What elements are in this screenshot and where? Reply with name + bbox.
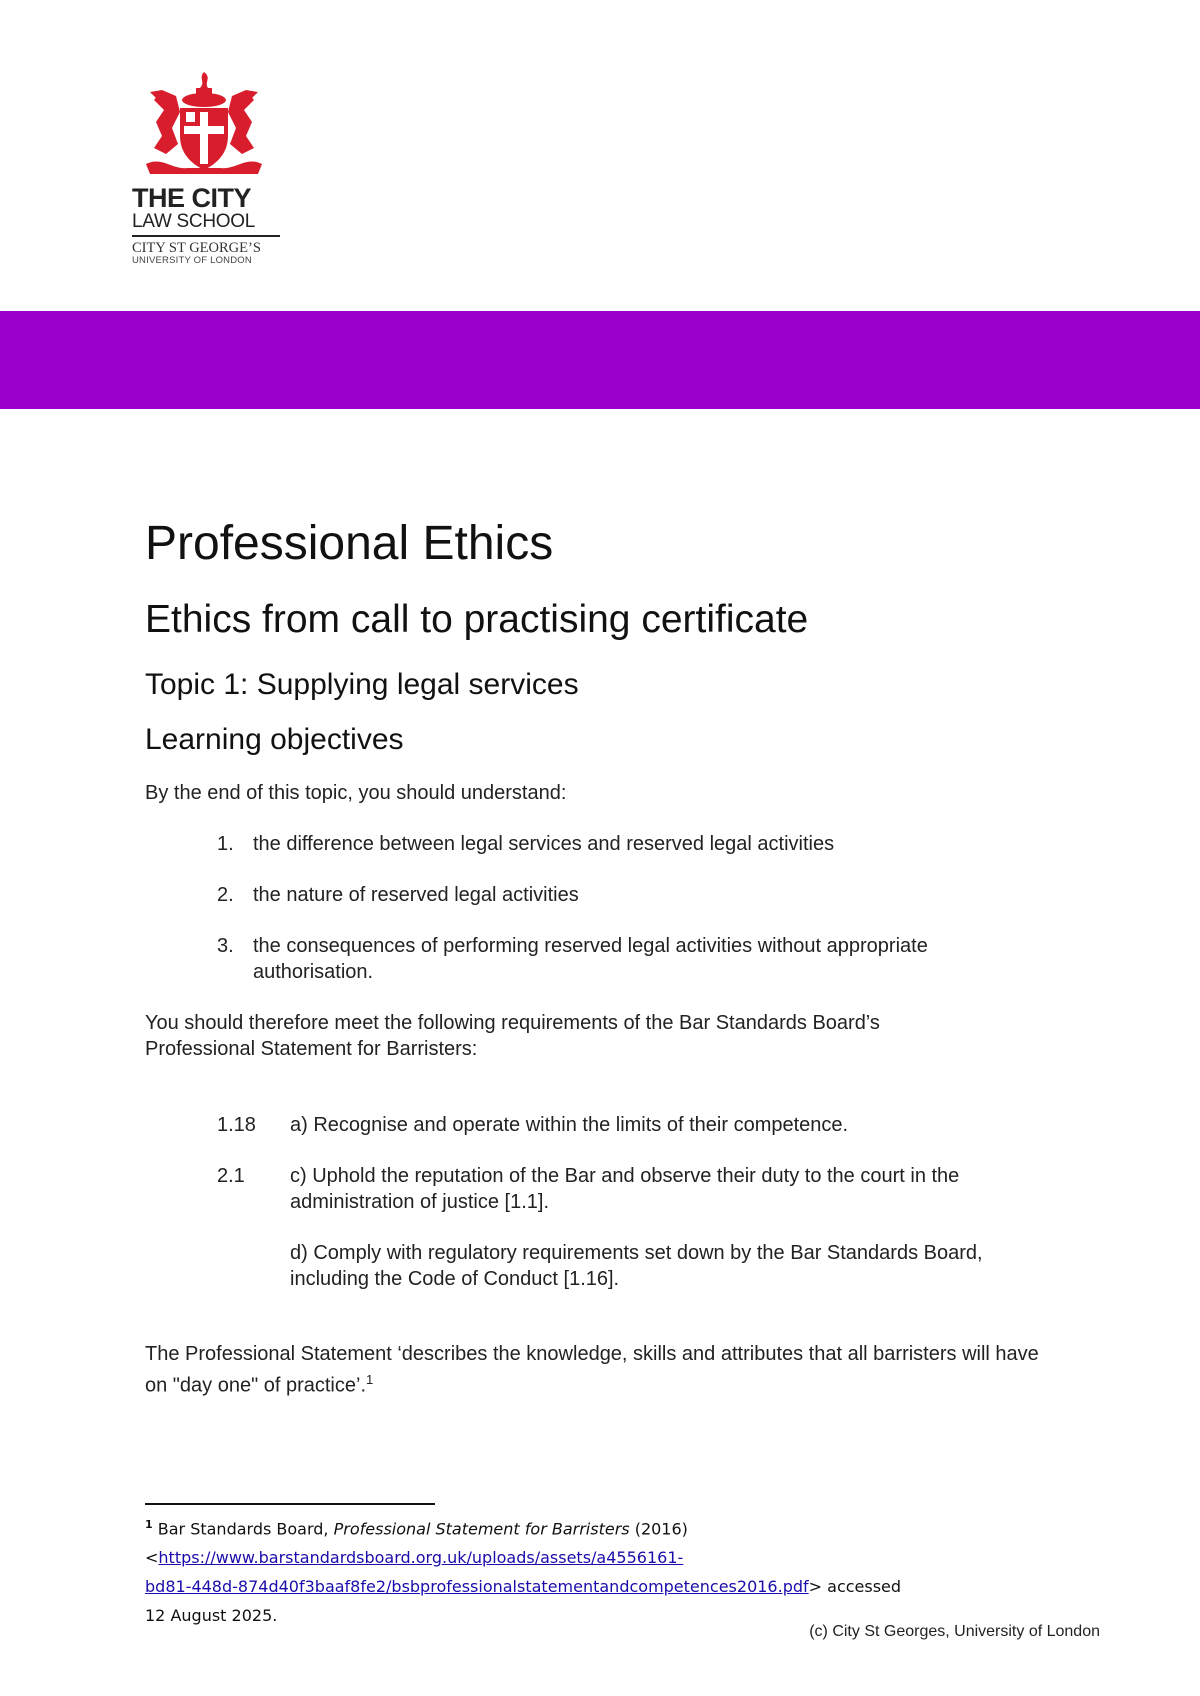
footnote	[145, 1510, 945, 1630]
page-subtitle: Ethics from call to practising certificate	[145, 598, 809, 641]
list-item-number: 2.	[217, 884, 234, 906]
requirement-item: a) Recognise and operate within the limits of their competence.	[290, 1114, 849, 1136]
topic-heading: Topic 1: Supplying legal services	[145, 668, 579, 701]
footnote-reference[interactable]: 1	[366, 1372, 374, 1387]
list-item-number: 3.	[217, 935, 234, 957]
copyright-footer: (c) City St Georges, University of London	[809, 1623, 1100, 1640]
logo-line-2: LAW SCHOOL	[132, 211, 255, 232]
professional-statement-quote: The Professional Statement ‘describes the knowledge, skills and attributes that all barristers will have on "day one" of practice’.$^1$	[145, 1343, 1039, 1397]
requirement-item: c) Uphold the reputation of the Bar and observe their duty to the court in the administration of justice [1.1].	[290, 1165, 960, 1213]
footnote-accessed: accessed	[827, 1577, 902, 1597]
requirements-intro: You should therefore meet the following requirements of the Bar Standards Board’s Professional Statement for Barristers:	[145, 1012, 880, 1060]
footnote-mark: 1	[145, 1518, 153, 1531]
list-item: the consequences of performing reserved legal activities without appropriate authorisation.	[253, 935, 928, 983]
footnote-line-3	[145, 1572, 945, 1601]
list-item-number: 1.	[217, 833, 234, 855]
crest-icon	[132, 70, 272, 180]
footnote-divider	[145, 1503, 435, 1505]
logo-line-3: CITY ST GEORGE’S	[132, 240, 261, 256]
header-banner	[0, 311, 1200, 409]
footnote-link[interactable]: bd81-448d-874d40f3baaf8fe2/bsbprofessionalstatementandcompetences2016.pdf	[145, 1577, 809, 1597]
logo-line-4: UNIVERSITY OF LONDON	[132, 255, 252, 266]
list-item: the nature of reserved legal activities	[253, 884, 579, 906]
footnote-year: (2016)	[634, 1519, 688, 1539]
city-law-school-logo	[132, 70, 292, 267]
footnote-date: 12 August 2025.	[145, 1606, 278, 1626]
footnote-bracket: <	[145, 1548, 159, 1568]
footnote-source: Bar Standards Board,	[157, 1519, 329, 1539]
footnote-line-2	[145, 1543, 945, 1572]
objectives-intro: By the end of this topic, you should understand:	[145, 782, 567, 804]
footnote-line-1	[145, 1510, 945, 1543]
logo-divider	[132, 235, 280, 237]
logo-line-1: THE CITY	[132, 183, 252, 213]
objectives-heading: Learning objectives	[145, 723, 404, 756]
page-title: Professional Ethics	[145, 517, 554, 570]
footnote-link[interactable]: https://www.barstandardsboard.org.uk/uploads/assets/a4556161-	[158, 1548, 684, 1568]
requirement-code: 1.18	[217, 1114, 256, 1136]
list-item: the difference between legal services and reserved legal activities	[253, 833, 835, 855]
footnote-bracket: >	[808, 1577, 823, 1597]
requirement-code: 2.1	[217, 1165, 245, 1187]
requirement-item: d) Comply with regulatory requirements set down by the Bar Standards Board, including the Code of Conduct [1.16].	[290, 1242, 983, 1290]
footnote-title: Professional Statement for Barristers	[333, 1519, 630, 1539]
